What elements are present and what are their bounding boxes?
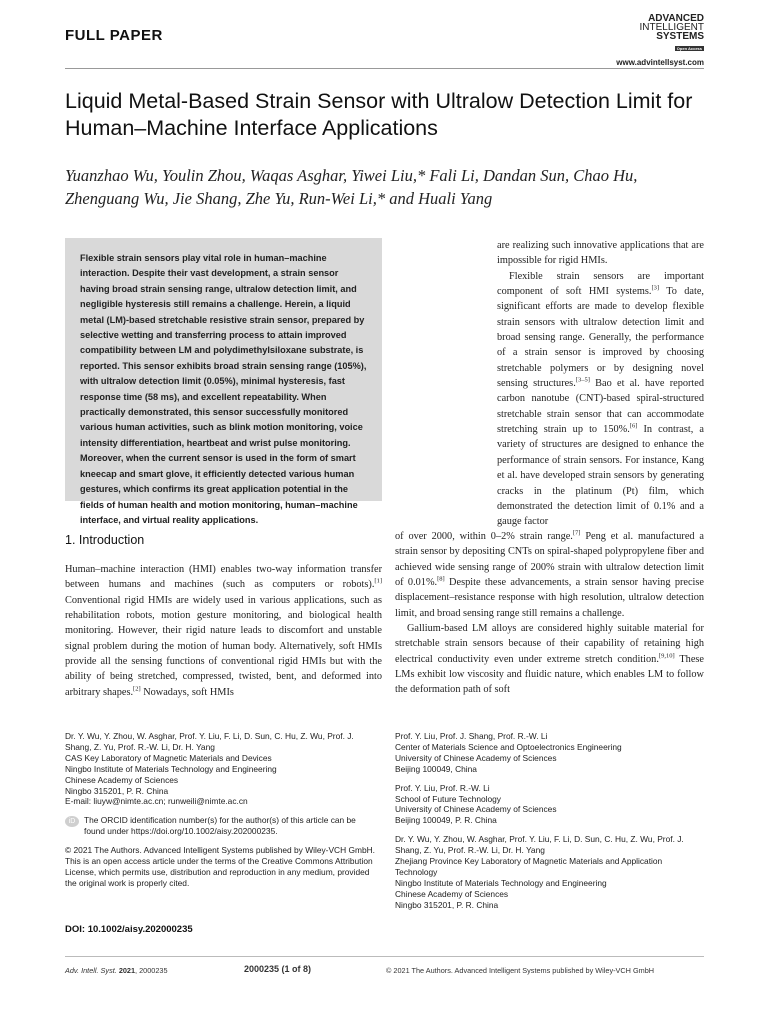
header-divider <box>65 68 704 69</box>
affiliations-right <box>395 731 704 919</box>
author-list: Yuanzhao Wu, Youlin Zhou, Waqas Asghar, Yiwei Liu,* Fali Li, Dandan Sun, Chao Hu, Zhenguang Wu, Jie Shang, Zhe Yu, Run-Wei Li,* and Huali Yang <box>65 166 638 208</box>
journal-logo <box>612 14 704 51</box>
affiliation: Prof. Y. Liu, Prof. J. Shang, Prof. R.-W. Li Center of Materials Science and Optoelectronics Engineering University of Chinese Academy of Sciences Beijing 100049, China <box>395 731 622 774</box>
citation[interactable]: [2] <box>133 685 141 693</box>
affiliation: Prof. Y. Liu, Prof. R.-W. Li School of Future Technology University of Chinese Academy of Sciences Beijing 100049, P. R. China <box>395 782 557 826</box>
page-number: 2000235 (1 of 8) <box>244 964 312 974</box>
right-column <box>497 238 704 530</box>
abstract-text: Flexible strain sensors play vital role in human–machine interaction. Despite their vast development, a strain sensor having broad strain sensing range, ultralow detection limit, and negligible hysteresis still remains a challenge. Herein, a liquid metal (LM)-based stretchable resistive strain sensor, prepared by selective wetting and transferring process to attain improved compatibility between LM and polydimethylsiloxane substrate, is reported. This sensor exhibits broad strain sensing range (105%), with ultralow detection limit (0.05%), minimal hysteresis, fast response time (58 ms), and excellent repeatability. When practically demonstrated, this sensor successfully monitored various human activities, such as blink motion monitoring, voice intensity differentiation, heartbeat and wrist pulse monitoring. Moreover, when the current sensor is used in the form of smart kneecap and smart glove, it efficiently detected various human gestures, which confirms its great application potential in the fields of human health and motion monitoring, human–machine interface, and virtual reality applications. <box>80 253 367 525</box>
right-column-continued <box>395 529 704 698</box>
logo-line-2: INTELLIGENT <box>639 22 704 33</box>
logo-line-1: ADVANCED <box>648 13 704 24</box>
paragraph: are realizing such innovative applications that are impossible for rigid HMIs. <box>497 240 704 267</box>
journal-citation: Adv. Intell. Syst. 2021, 2000235 <box>65 966 168 975</box>
affiliation: Dr. Y. Wu, Y. Zhou, W. Asghar, Prof. Y. Liu, F. Li, D. Sun, C. Hu, Z. Wu, Prof. J. Shang, Z. Yu, Prof. R.-W. Li, Dr. H. Yang CAS Key Laboratory of Magnetic Materials and Devices Ningbo Institute of Materials Technology and Engineering Chinese Academy of Sciences Ningbo 315201, P. R. China E-mail: liuyw@nimte.ac.cn; runweili@nimte.ac.cn <box>65 731 354 807</box>
logo-tag: Open Access <box>676 46 702 51</box>
citation[interactable]: [3–5] <box>575 376 590 384</box>
affiliation: Dr. Y. Wu, Y. Zhou, W. Asghar, Prof. Y. Liu, F. Li, D. Sun, C. Hu, Z. Wu, Prof. J. Shang, Z. Yu, Prof. R.-W. Li, Dr. H. Yang Zhejiang Province Key Laboratory of Magnetic Materials and Application Technology Ningbo Institute of Materials Technology and Engineering Chinese Academy of Sciences Ningbo 315201, P. R. China <box>395 834 684 910</box>
footer-divider <box>65 956 704 957</box>
citation[interactable]: [6] <box>629 422 638 430</box>
paragraph: Flexible strain sensors are important component of soft HMI systems.[3] To date, significant efforts are made to develop flexible strain sensors with ultralow detection limit and broad sensing range. Generally, the performance of a strain sensor is improved by choosing stretchable polymers or by designing novel sensing structures.[3–5] Bao et al. have reported carbon nanotube (CNT)-based spiral-structured stretchable strain sensor that can accommodate stretching strain up to 150%.[6] In contrast, a variety of structures are designed to enhance the performance of strain sensors. For instance, Kang et al. have developed strain sensors by generating cracks in the platinum (Pt) film, which demonstrated the detection limit of 0.1% and a gauge factor <box>497 270 705 528</box>
left-column <box>65 562 382 700</box>
footer-copyright: © 2021 The Authors. Advanced Intelligent Systems published by Wiley-VCH GmbH <box>386 966 655 975</box>
orcid-icon: iD <box>65 816 79 827</box>
paper-title: Liquid Metal-Based Strain Sensor with Ultralow Detection Limit for Human–Machine Interface Applications <box>65 89 693 140</box>
section-heading: 1. Introduction <box>65 533 145 547</box>
affiliations-left <box>65 731 377 897</box>
journal-url[interactable]: www.advintellsyst.com <box>616 58 704 67</box>
paragraph: of over 2000, within 0–2% strain range.[7] Peng et al. manufactured a strain sensor by depositing CNTs on spiral-shaped polypropylene fiber and achieved wide sensing range of 200% strain with ultralow detection limit of 0.01%.[8] Despite these advancements, a strain sensor having precise displacement–resistance response with high resolution, ultralow detection limit, and broad sensing range still remains a challenge. <box>395 529 704 619</box>
doi[interactable]: DOI: 10.1002/aisy.202000235 <box>65 924 193 935</box>
paragraph: Gallium-based LM alloys are considered highly suitable material for stretchable strain sensors because of their capability of retaining high electrical conductivity even under extreme stretch condition.[9,10] These LMs exhibit low viscosity and fluidic nature, which enables LM to follow the deformation path of soft <box>395 623 704 696</box>
citation[interactable]: [7] <box>572 529 581 537</box>
email[interactable]: E-mail: liuyw@nimte.ac.cn; runweili@nimte.ac.cn <box>65 796 248 807</box>
citation[interactable]: [8] <box>437 575 445 583</box>
logo-line-3: SYSTEMS <box>656 31 704 42</box>
abstract-box <box>65 238 382 525</box>
citation[interactable]: [3] <box>651 284 660 292</box>
paragraph: Human–machine interaction (HMI) enables two-way information transfer between humans and machines (such as computers or robots).[1] Conventional rigid HMIs are widely used in various applications, such as rehabilitation robots, motion gesture monitoring, and biological health monitoring. However, their rigid nature leads to discomfort and unstable signal problem during the motion of human body. Alternatively, soft HMIs provide all the sensing functions of conventional rigid HMIs but with the ability of being stretched, compressed, twisted, bent, and deformed into arbitrary shapes.[2] Nowadays, soft HMIs <box>65 564 382 698</box>
copyright-note: © 2021 The Authors. Advanced Intelligent Systems published by Wiley-VCH GmbH. This is an open access article under the terms of the Creative Commons Attribution License, which permits use, distribution and reproduction in any medium, provided the original work is properly cited. <box>65 845 375 888</box>
section-label: FULL PAPER <box>65 27 163 44</box>
orcid-text: The ORCID identification number(s) for the author(s) of this article can be found under https://doi.org/10.1002/aisy.202000235. <box>84 815 356 837</box>
citation[interactable]: [9,10] <box>658 652 675 660</box>
orcid-note <box>65 815 377 837</box>
citation[interactable]: [1] <box>374 577 382 585</box>
